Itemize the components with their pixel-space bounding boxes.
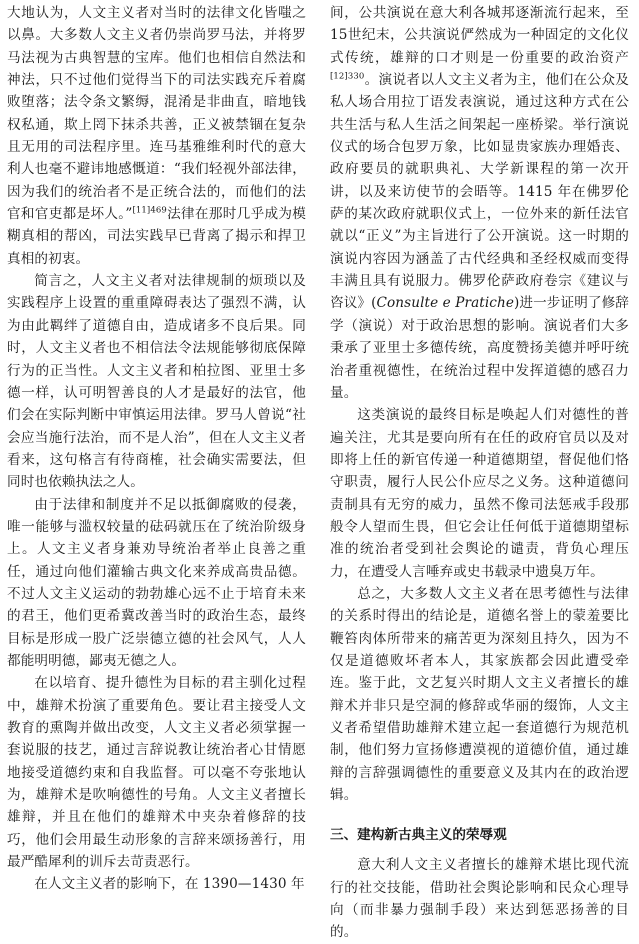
paragraph: 简言之，人文主义者对法律规制的烦琐以及实践程序上设置的重重障碍表达了强烈不满，认为由此羁绊了道德自由，造成诸多不良后果。同时，人文主义者也不相信法令法规能够彻底保障行为的正当性。人文主义者和柏拉图、亚里士多德一样，认可明智善良的人才是最好的法官，他们会在实际判断中审慎运用法律。罗马人曾说“社会应当施行法治，而不是人治”，但在人文主义者看来，这句格言有待商榷，社会确实需要法，但同时也依赖执法之人。: [7, 273, 306, 491]
paragraph: 在人文主义者的影响下，在 1390—1430 年: [34, 876, 305, 893]
citation-note: [12]330: [330, 71, 365, 82]
citation-note: [11]469: [132, 205, 167, 216]
latin-title: Consulte e Pratiche: [376, 295, 514, 312]
paragraph-text: )进一步证明了修辞学（演说）对于政治思想的影响。演说者们大多秉承了亚里士多德传统，高度赞扬美德并呼吁统治者重视德性，在统治过程中发挥道德的感召力量。: [330, 295, 629, 401]
paragraph: 在以培育、提升德性为目标的君主驯化过程中，雄辩术扮演了重要角色。要让君主接受人文教育的熏陶并做出改变，人文主义者必须掌握一套说服的技艺，通过言辞说教让统治者心甘情愿地接受道德约束和自我监督。可以毫不夸张地认为，雄辩术是吹响德性的号角。人文主义者擅长雄辩，并且在他们的雄辩术中夹杂着修辞的技巧，他们会用最生动形象的言辞来颂扬善行，用最严酷犀利的训斥去苛责恶行。: [7, 675, 306, 871]
paragraph: [7, 2, 306, 270]
paragraph: [330, 2, 629, 404]
paragraph: 意大利人文主义者擅长的雄辩术堪比现代流行的社交技能，借助社会舆论影响和民众心理导向（而非暴力强制手段）来达到惩恶扬善的目的。: [330, 857, 629, 941]
right-column: [330, 2, 629, 944]
paragraph-text: 法律在那时几乎成为模糊真相的帮凶，司法实践早已背离了揭示和捍卫真相的初衷。: [7, 206, 307, 267]
section-heading: 三、建构新古典主义的荣辱观: [330, 827, 507, 844]
paragraph: 总之，大多数人文主义者在思考德性与法律的关系时得出的结论是，道德名誉上的蒙羞要比鞭笞肉体所带来的痛苦更为深刻且持久，因为不仅是道德败坏者本人，其家族都会因此遭受牵连。鉴于此，文艺复兴时期人文主义者擅长的雄辩术并非只是空洞的修辞或华丽的缀饰，人文主义者希望借助雄辩术建立起一套道德行为规范机制，他们努力宣扬修遭漠视的道德价值，通过雄辩的言辞强调德性的重要意义及其内在的政治逻辑。: [330, 585, 629, 804]
left-column: [7, 2, 306, 896]
paragraph-text: 间，公共演说在意大利各城邦逐渐流行起来，至15世纪末，公共演说俨然成为一种固定的文化仪式传统，雄辩的口才则是一份重要的政治资产: [330, 5, 629, 66]
paragraph: 由于法律和制度并不足以抵御腐败的侵袭，唯一能够与滥权较量的砝码就压在了统治阶级身上。人文主义者身兼劝导统治者举止良善之重任，通过向他们灌输古典文化来养成高贵品德。不过人文主义运动的勃勃雄心远不止于培育未来的君王，他们更希冀改善当时的政治生态，最终目标是形成一股广泛崇德立德的社会风气，人人都能明明德，鄙夷无德之人。: [7, 496, 306, 669]
paragraph: 这类演说的最终目标是唤起人们对德性的普遍关注，尤其是要向所有在任的政府官员以及对即将上任的新官传递一种道德期望，督促他们恪守职责，履行人民公仆应尽之义务。这种道德问责制具有无穷的威力，虽然不像司法惩戒手段那般令人望而生畏，但它会让任何低于道德期望标准的统治者受到社会舆论的谴责，背负心理压力，在遭受人言唾弃或史书载录中遗臭万年。: [330, 407, 629, 580]
paragraph-text: 大地认为，人文主义者对当时的法律文化皆嗤之以鼻。大多数人文主义者仍崇尚罗马法，并将罗马法视为古典智慧的宝库。他们也相信自然法和神法，只不过他们觉得当下的司法实践充斥着腐败堕落；法令条文繁缛，混淆是非曲直，暗地钱权私通，欺上罔下抹杀共善，正义被禁锢在复杂且无用的司法程序里。连马基雅维利时代的意大利人也毫不避讳地感慨道：“我们轻视外部法律，因为我们的统治者不是正统合法的，而他们的法官和官吏都是坏人。”: [7, 5, 306, 223]
paragraph-text: 。演说者以人文主义者为主，他们在公众及私人场合用拉丁语发表演说，通过这种方式在公共生活与私人生活之间架起一座桥梁。举行演说仪式的场合包罗万象，比如显贵家族办理婚丧、政府要员的就职典礼、大学新课程的第一次开讲，以及来访使节的会晤等。1415 年在佛罗伦萨的某次政府就职仪式上，一位外来的新任法官就以“正义”为主旨进行了公开演说。这一时期的演说内容因为涵盖了古代经典和圣经权威而变得丰满且具有说服力。佛罗伦萨政府卷宗《建议与咨议》(: [330, 72, 629, 312]
